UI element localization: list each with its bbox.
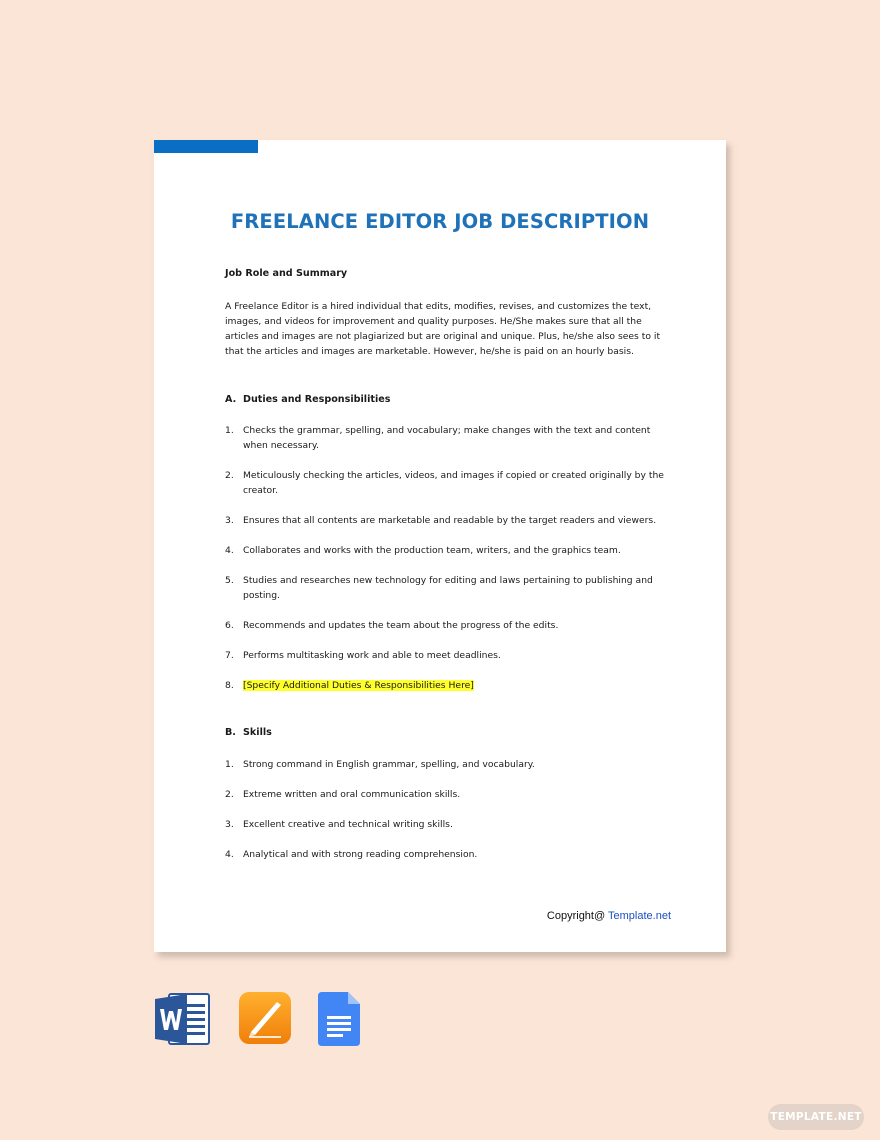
list-item <box>225 423 671 453</box>
list-item <box>225 513 671 528</box>
list-item <box>225 817 671 832</box>
item-text: Collaborates and works with the production team, writers, and the graphics team. <box>243 545 621 556</box>
item-number: 8. <box>225 680 234 691</box>
item-text: Analytical and with strong reading comprehension. <box>243 849 478 860</box>
item-text: Meticulously checking the articles, videos, and images if copied or created originally by the creator. <box>243 470 664 496</box>
item-number: 3. <box>225 515 234 526</box>
item-text: Ensures that all contents are marketable and readable by the target readers and viewers. <box>243 515 657 526</box>
section-a-heading <box>225 392 671 407</box>
section-b-title: Skills <box>243 727 272 738</box>
copyright-prefix: Copyright@ <box>546 910 609 922</box>
section-b-heading <box>225 725 671 740</box>
item-number: 4. <box>225 849 234 860</box>
item-text: Performs multitasking work and able to meet deadlines. <box>243 650 501 661</box>
google-docs-icon[interactable] <box>318 992 360 1046</box>
item-text: Checks the grammar, spelling, and vocabulary; make changes with the text and content when necessary. <box>243 425 651 451</box>
list-item <box>225 573 671 603</box>
document-content <box>225 266 671 877</box>
skills-list <box>225 757 671 862</box>
copyright-line <box>547 910 671 922</box>
item-number: 2. <box>225 789 234 800</box>
summary-heading: Job Role and Summary <box>225 268 348 279</box>
item-text: Strong command in English grammar, spelling, and vocabulary. <box>243 759 535 770</box>
list-item <box>225 543 671 558</box>
item-number: 7. <box>225 650 234 661</box>
document-page <box>154 140 726 952</box>
item-number: 2. <box>225 470 234 481</box>
list-item <box>225 648 671 663</box>
list-item <box>225 787 671 802</box>
list-item <box>225 468 671 498</box>
list-item <box>225 757 671 772</box>
template-watermark: TEMPLATE.NET <box>768 1104 864 1130</box>
list-item <box>225 847 671 862</box>
pages-icon[interactable] <box>239 992 291 1044</box>
document-title: FREELANCE EDITOR JOB DESCRIPTION <box>230 210 650 233</box>
item-text: Extreme written and oral communication skills. <box>243 789 461 800</box>
item-number: 6. <box>225 620 234 631</box>
section-a-title: Duties and Responsibilities <box>243 394 391 405</box>
section-a-letter: A. <box>225 394 237 405</box>
list-item <box>225 618 671 633</box>
item-text: Recommends and updates the team about the progress of the edits. <box>243 620 559 631</box>
item-number: 1. <box>225 425 234 436</box>
accent-bar <box>154 140 258 153</box>
item-number: 4. <box>225 545 234 556</box>
item-number: 5. <box>225 575 234 586</box>
template-link[interactable]: Template.net <box>608 910 671 922</box>
summary-paragraph: A Freelance Editor is a hired individual that edits, modifies, revises, and customizes the text, images, and videos for improvement and quality purposes. He/She makes sure that all the articles and images are not plagiarized but are original and unique. Plus, he/she also sees to it that the articles and images are marketable. However, he/she is paid on an hourly basis. <box>225 301 661 357</box>
word-icon[interactable] <box>155 992 211 1046</box>
item-number: 3. <box>225 819 234 830</box>
item-text: Studies and researches new technology for editing and laws pertaining to publishing and posting. <box>243 575 653 601</box>
item-number: 1. <box>225 759 234 770</box>
item-text: Excellent creative and technical writing skills. <box>243 819 453 830</box>
placeholder-highlight[interactable]: [Specify Additional Duties & Responsibilities Here] <box>243 680 474 691</box>
list-item <box>225 678 671 693</box>
duties-list <box>225 423 671 693</box>
section-b-letter: B. <box>225 727 236 738</box>
